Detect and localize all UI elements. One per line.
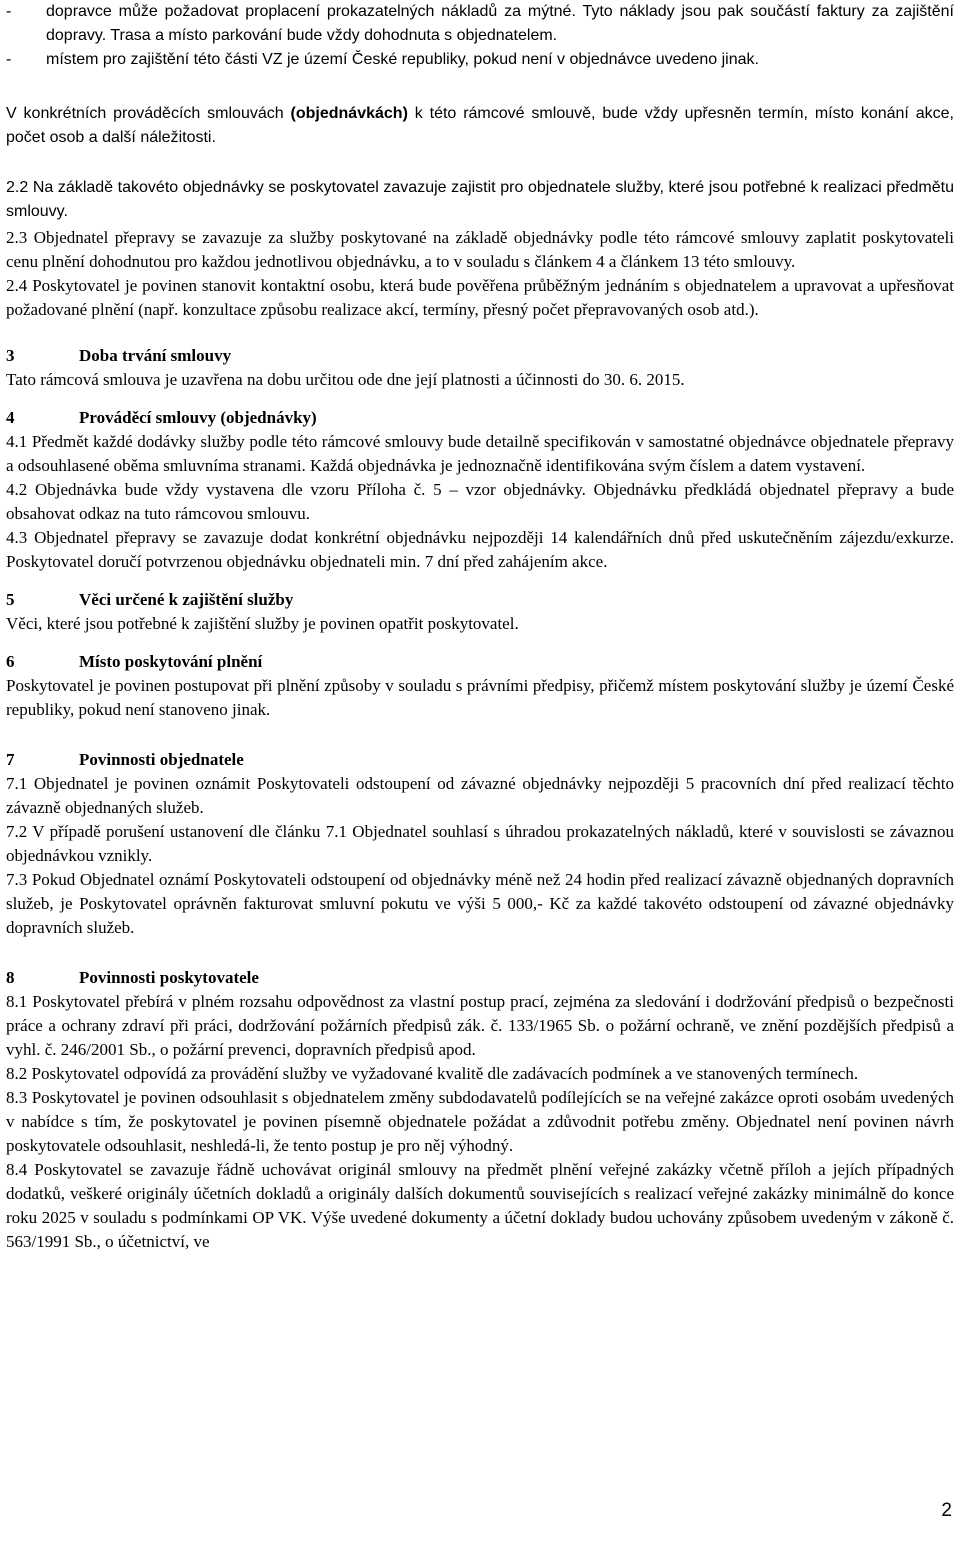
paragraph-8-4: 8.4 Poskytovatel se zavazuje řádně uchovávat originál smlouvy na předmět plnění veřejné zakázky včetně příloh a jejích případných dodatků, veškeré originály účetních dokladů a originály dalších dokumentů souvisejících s realizací veřejné zakázky minimálně do konce roku 2025 v souladu s podmínkami OP VK. Výše uvedené dokumenty a účetní doklady budou uchovány způsobem uvedeným v zákoně č. 563/1991 Sb., o účetnictví, ve [6, 1160, 954, 1251]
intro-paragraph: V konkrétních prováděcích smlouvách (objednávkách) k této rámcové smlouvě, bude vždy upřesněn termín, místo konání akce, počet osob a další náležitosti. [6, 105, 954, 146]
paragraph-4-2: 4.2 Objednávka bude vždy vystavena dle vzoru Příloha č. 5 – vzor objednávky. Objednávku předkládá objednatel přepravy a bude obsahovat odkaz na tuto rámcovou smlouvu. [6, 480, 954, 523]
paragraph-8-2: 8.2 Poskytovatel odpovídá za provádění služby ve vyžadované kvalitě dle zadávacích podmínek a ve stanovených termínech. [6, 1064, 859, 1083]
paragraph-7-3: 7.3 Pokud Objednatel oznámí Poskytovateli odstoupení od objednávky méně než 24 hodin před realizací závazně objednaných dopravních služeb, je Poskytovatel oprávněn fakturovat smluvní pokutu ve výši 5 000,- Kč za každé takovéto odstoupení od závazné objednávky dopravních služeb. [6, 870, 954, 937]
section-text: Poskytovatel je povinen postupovat při plnění způsoby v souladu s právními předpisy, přičemž místem poskytování služby je území České republiky, pokud není stanoveno jinak. [6, 676, 954, 719]
section-8 [6, 966, 954, 1254]
section-heading: 8 Povinnosti poskytovatele [6, 968, 259, 987]
section-text: Věci, které jsou potřebné k zajištění služby je povinen opatřit poskytovatel. [6, 614, 519, 633]
list-item: - místem pro zajištění této části VZ je území České republiky, pokud není v objednávce uvedeno jinak. [6, 48, 954, 72]
section-5 [6, 588, 954, 636]
document-page [6, 0, 954, 1254]
section-7 [6, 748, 954, 940]
page-number: 2 [941, 1500, 952, 1521]
section-text: Tato rámcová smlouva je uzavřena na dobu určitou ode dne její platnosti a účinnosti do 30. 6. 2015. [6, 370, 685, 389]
section-4 [6, 406, 954, 574]
section-heading: 3 Doba trvání smlouvy [6, 346, 232, 365]
section-heading: 6 Místo poskytování plnění [6, 652, 263, 671]
section-heading: 7 Povinnosti objednatele [6, 750, 244, 769]
section-heading: 5 Věci určené k zajištění služby [6, 590, 294, 609]
section-3 [6, 344, 954, 392]
paragraph-4-1: 4.1 Předmět každé dodávky služby podle této rámcové smlouvy bude detailně specifikován v samostatné objednávce objednatele přepravy a odsouhlasené oběma smluvníma stranami. Každá objednávka je jednoznačně identifikována svým číslem a datem vystavení. [6, 432, 954, 475]
paragraph-2-4: 2.4 Poskytovatel je povinen stanovit kontaktní osobu, která bude pověřena průběžným jednáním s objednatelem a upravovat a upřesňovat požadované plnění (např. konzultace způsobu realizace akcí, termíny, přesný počet přepravovaných osob atd.). [6, 276, 954, 319]
paragraph-8-3: 8.3 Poskytovatel je povinen odsouhlasit s objednatelem změny subdodavatelů podílejících se na veřejné zakázce oproti osobám uvedených v nabídce s tím, že poskytovatel je povinen písemně objednatele požádat a zdůvodnit potřebu změny. Objednatel není povinen návrh poskytovatele odsouhlasit, neshledá-li, že tento postup je pro něj výhodný. [6, 1088, 954, 1155]
paragraph-7-2: 7.2 V případě porušení ustanovení dle článku 7.1 Objednatel souhlasí s úhradou prokazatelných nákladů, které v souvislosti se závaznou objednávkou vznikly. [6, 822, 954, 865]
paragraph-4-3: 4.3 Objednatel přepravy se zavazuje dodat konkrétní objednávku nejpozději 14 kalendářních dnů před uskutečněním zájezdu/exkurze. Poskytovatel doručí potvrzenou objednávku objednateli min. 7 dní před zahájením akce. [6, 528, 954, 571]
paragraph-8-1: 8.1 Poskytovatel přebírá v plném rozsahu odpovědnost za vlastní postup prací, zejména za sledování i dodržování předpisů o bezpečnosti práce a ochrany zdraví při práci, dodržování požárních předpisů zák. č. 133/1965 Sb. o požární ochraně, ve znění pozdějších předpisů a vyhl. č. 246/2001 Sb., o požární prevenci, dopravních předpisů apod. [6, 992, 954, 1059]
paragraph-7-1: 7.1 Objednatel je povinen oznámit Poskytovateli odstoupení od závazné objednávky nejpozději 5 pracovních dní před realizací těchto závazně objednaných služeb. [6, 774, 954, 817]
paragraph-2-3: 2.3 Objednatel přepravy se zavazuje za služby poskytované na základě objednávky podle této rámcové smlouvy zaplatit poskytovateli cenu plnění dohodnutou pro každou jednotlivou objednávku, a to v souladu s článkem 4 a článkem 13 této smlouvy. [6, 228, 954, 271]
paragraph-2-2: 2.2 Na základě takovéto objednávky se poskytovatel zavazuje zajistit pro objednatele služby, které jsou potřebné k realizaci předmětu smlouvy. [6, 179, 954, 220]
section-6 [6, 650, 954, 722]
section-heading: 4 Prováděcí smlouvy (objednávky) [6, 408, 317, 427]
bullet-text: místem pro zajištění této části VZ je území České republiky, pokud není v objednávce uvedeno jinak. [46, 51, 759, 68]
bullet-text: dopravce může požadovat proplacení prokazatelných nákladů za mýtné. Tyto náklady jsou pak součástí faktury za zajištění dopravy. Trasa a místo parkování bude vždy dohodnuta s objednatelem. [46, 3, 954, 44]
list-item: - dopravce může požadovat proplacení prokazatelných nákladů za mýtné. Tyto náklady jsou pak součástí faktury za zajištění dopravy. Trasa a místo parkování bude vždy dohodnuta s objednatelem. [6, 0, 954, 48]
bullet-list [6, 0, 954, 72]
